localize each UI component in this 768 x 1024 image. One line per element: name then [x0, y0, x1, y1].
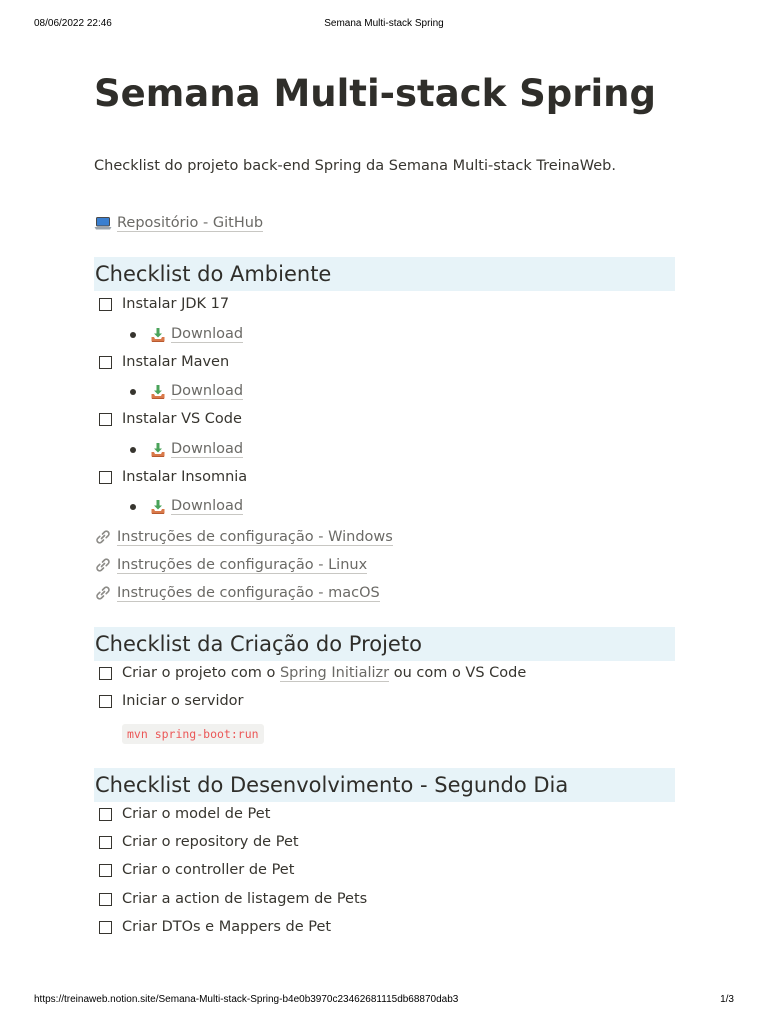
ambiente-item-label: Instalar VS Code	[122, 411, 242, 427]
config-link-macos[interactable]: Instruções de configuração - macOS	[117, 585, 380, 601]
download-tray-icon	[150, 442, 166, 458]
dev-item-label: Criar DTOs e Mappers de Pet	[122, 919, 332, 935]
checkbox-icon[interactable]	[99, 471, 112, 484]
checkbox-icon[interactable]	[99, 298, 112, 311]
ambiente-item-insomnia[interactable]	[94, 469, 247, 485]
laptop-icon	[94, 215, 112, 231]
ambiente-item-label: Instalar Insomnia	[122, 469, 248, 485]
config-link-windows-row[interactable]	[94, 527, 393, 547]
print-page-number: 1/3	[720, 994, 734, 1005]
print-date: 08/06/2022 22:46	[34, 18, 112, 29]
link-icon	[94, 557, 112, 573]
config-link-windows[interactable]: Instruções de configuração - Windows	[117, 529, 393, 545]
ambiente-item-jdk[interactable]	[94, 296, 229, 312]
dev-item-label: Criar a action de listagem de Pets	[122, 891, 368, 907]
dev-item-label: Criar o model de Pet	[122, 806, 271, 822]
dev-item-model[interactable]	[94, 806, 270, 822]
ambiente-heading-text: Checklist do Ambiente	[95, 262, 332, 286]
repo-link[interactable]: Repositório - GitHub	[117, 215, 264, 231]
desenvolvimento-heading	[94, 768, 675, 802]
dev-item-action[interactable]	[94, 891, 367, 907]
criacao-item-suffix: ou com o VS Code	[389, 665, 527, 681]
checkbox-icon[interactable]	[99, 695, 112, 708]
ambiente-download-insomnia[interactable]	[130, 498, 243, 515]
download-link[interactable]: Download	[171, 498, 244, 514]
checkbox-icon[interactable]	[99, 667, 112, 680]
checkbox-icon[interactable]	[99, 893, 112, 906]
page-title: Semana Multi-stack Spring	[94, 72, 657, 115]
print-footer	[34, 994, 734, 1006]
dev-item-label: Criar o repository de Pet	[122, 834, 299, 850]
link-icon	[94, 529, 112, 545]
ambiente-download-maven[interactable]	[130, 383, 243, 400]
dev-item-repository[interactable]	[94, 834, 299, 850]
spring-initializr-link[interactable]: Spring Initializr	[279, 665, 390, 681]
ambiente-item-maven[interactable]	[94, 354, 229, 370]
bullet	[130, 389, 136, 395]
criacao-item-prefix: Criar o projeto com o	[122, 665, 280, 681]
ambiente-download-vscode[interactable]	[130, 441, 243, 458]
ambiente-item-label: Instalar JDK 17	[122, 296, 230, 312]
checkbox-icon[interactable]	[99, 808, 112, 821]
download-link[interactable]: Download	[171, 441, 244, 457]
checkbox-icon[interactable]	[99, 921, 112, 934]
bullet	[130, 447, 136, 453]
criacao-item-label	[122, 665, 526, 681]
checkbox-icon[interactable]	[99, 864, 112, 877]
criacao-item-projeto[interactable]	[94, 665, 526, 681]
page-description: Checklist do projeto back-end Spring da Semana Multi-stack TreinaWeb.	[94, 158, 616, 174]
desenvolvimento-heading-text: Checklist do Desenvolvimento - Segundo Dia	[95, 773, 569, 797]
checkbox-icon[interactable]	[99, 356, 112, 369]
criacao-item-servidor[interactable]	[94, 693, 244, 709]
ambiente-heading	[94, 257, 675, 291]
config-link-linux-row[interactable]	[94, 555, 367, 575]
ambiente-download-jdk[interactable]	[130, 326, 243, 343]
checkbox-icon[interactable]	[99, 413, 112, 426]
criacao-heading	[94, 627, 675, 661]
bullet	[130, 332, 136, 338]
config-link-linux[interactable]: Instruções de configuração - Linux	[117, 557, 368, 573]
bullet	[130, 504, 136, 510]
download-tray-icon	[150, 384, 166, 400]
ambiente-item-vscode[interactable]	[94, 411, 242, 427]
download-link[interactable]: Download	[171, 326, 244, 342]
download-tray-icon	[150, 499, 166, 515]
print-title: Semana Multi-stack Spring	[324, 18, 444, 29]
criacao-heading-text: Checklist da Criação do Projeto	[95, 632, 422, 656]
ambiente-item-label: Instalar Maven	[122, 354, 230, 370]
download-tray-icon	[150, 327, 166, 343]
config-link-macos-row[interactable]	[94, 583, 380, 603]
download-link[interactable]: Download	[171, 383, 244, 399]
print-header	[34, 18, 734, 30]
criacao-item-label: Iniciar o servidor	[122, 693, 244, 709]
print-url: https://treinaweb.notion.site/Semana-Multi-stack-Spring-b4e0b3970c23462681115db68870dab3	[34, 994, 459, 1005]
repo-link-row[interactable]	[94, 213, 263, 233]
code-snippet: mvn spring-boot:run	[122, 724, 264, 744]
checkbox-icon[interactable]	[99, 836, 112, 849]
link-icon	[94, 585, 112, 601]
dev-item-controller[interactable]	[94, 862, 294, 878]
dev-item-dtos[interactable]	[94, 919, 331, 935]
dev-item-label: Criar o controller de Pet	[122, 862, 295, 878]
